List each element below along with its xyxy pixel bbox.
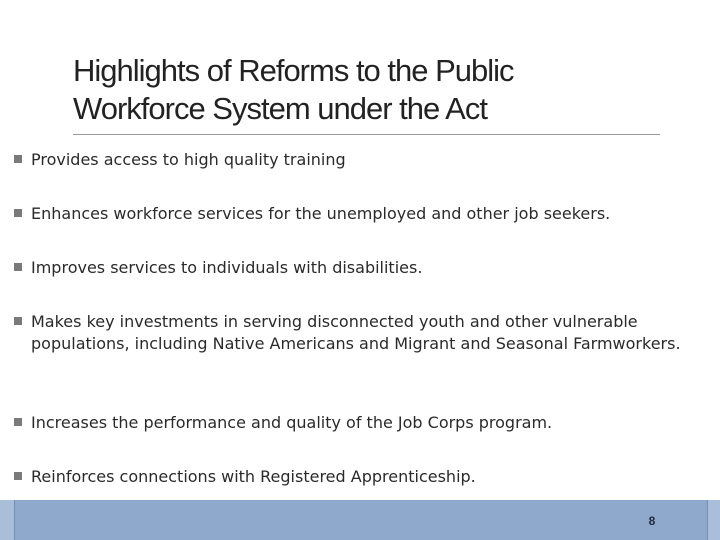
square-bullet-icon: [14, 472, 22, 480]
bullet-item: [14, 149, 709, 171]
bullet-item: [14, 466, 709, 488]
square-bullet-icon: [14, 263, 22, 271]
square-bullet-icon: [14, 317, 22, 325]
bullet-text: Increases the performance and quality of the Job Corps program.: [31, 413, 553, 432]
bullet-text: Provides access to high quality training: [31, 150, 346, 169]
bullet-text: Enhances workforce services for the unemployed and other job seekers.: [31, 204, 611, 223]
footer-panel: [14, 500, 708, 540]
bullet-item: [14, 257, 709, 279]
slide-title-line-1: Highlights of Reforms to the Public: [73, 53, 514, 88]
square-bullet-icon: [14, 418, 22, 426]
bullet-text: Reinforces connections with Registered Apprenticeship.: [31, 467, 476, 486]
square-bullet-icon: [14, 155, 22, 163]
bullet-text: Makes key investments in serving disconnected youth and other vulnerable populations, including Native Americans and Migrant and Seasonal Farmworkers.: [31, 312, 681, 353]
slide-title-line-2: Workforce System under the Act: [73, 91, 487, 126]
bullet-item: [14, 412, 709, 434]
page-number: 8: [648, 514, 656, 528]
slide-title: [73, 52, 673, 128]
bullet-item: [14, 203, 709, 225]
square-bullet-icon: [14, 209, 22, 217]
bullet-text: Improves services to individuals with disabilities.: [31, 258, 423, 277]
title-divider: [73, 134, 660, 135]
bullet-item: [14, 311, 709, 355]
